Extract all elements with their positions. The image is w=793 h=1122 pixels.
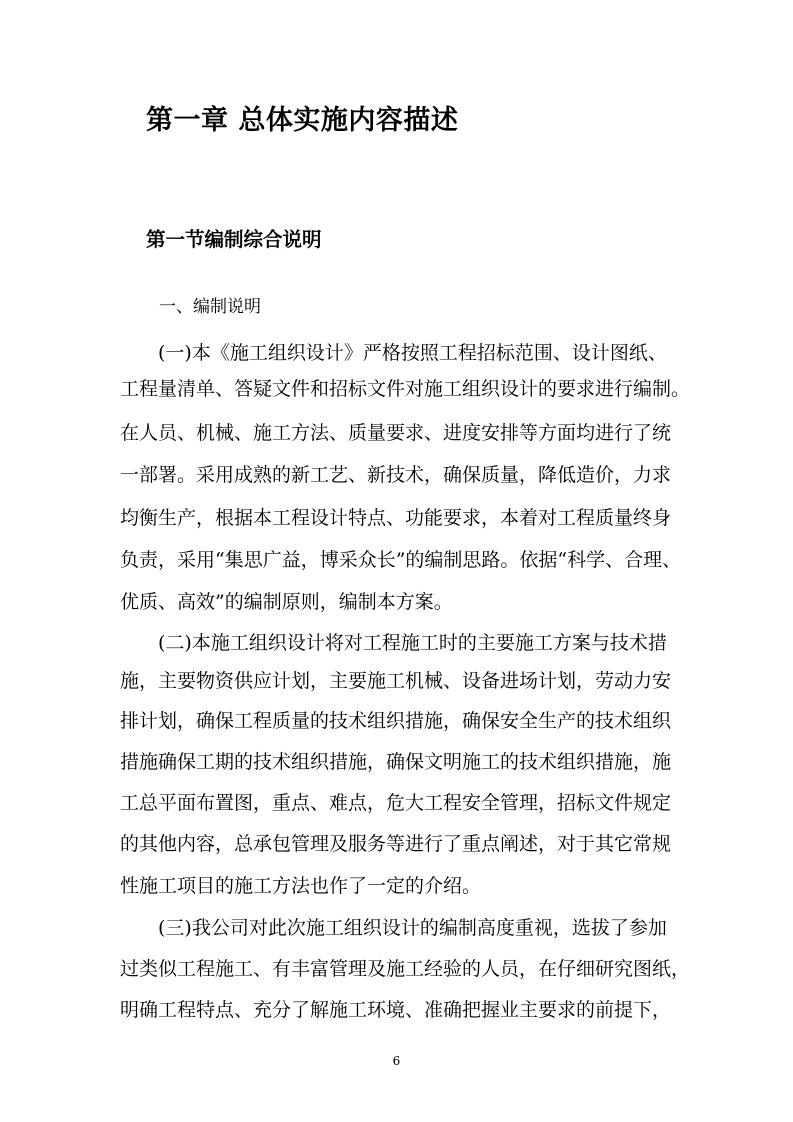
paragraph-line: 工总平面布置图，重点、难点，危大工程安全管理，招标文件规定 bbox=[120, 792, 672, 814]
paragraph-line: (三)我公司对此次施工组织设计的编制高度重视，选拔了参加 bbox=[158, 917, 667, 939]
paragraph-line: 工程量清单、答疑文件和招标文件对施工组织设计的要求进行编制。 bbox=[120, 378, 691, 400]
paragraph-line: 过类似工程施工、有丰富管理及施工经验的人员，在仔细研究图纸， bbox=[120, 958, 691, 980]
paragraph-line: 一部署。采用成熟的新工艺、新技术，确保质量，降低造价，力求 bbox=[120, 464, 672, 486]
page-number: 6 bbox=[392, 1054, 401, 1068]
paragraph-line: 施，主要物资供应计划，主要施工机械、设备进场计划，劳动力安 bbox=[120, 670, 672, 692]
section-title: 第一节编制综合说明 bbox=[146, 228, 322, 251]
paragraph-line: 措施确保工期的技术组织措施，确保文明施工的技术组织措施，施 bbox=[120, 751, 672, 773]
subsection-heading: 一、编制说明 bbox=[159, 297, 261, 317]
paragraph-line: 在人员、机械、施工方法、质量要求、进度安排等方面均进行了统 bbox=[120, 422, 672, 444]
paragraph-line: 排计划，确保工程质量的技术组织措施，确保安全生产的技术组织 bbox=[120, 710, 672, 732]
chapter-title: 第一章 总体实施内容描述 bbox=[146, 105, 459, 136]
paragraph-line: (一)本《施工组织设计》严格按照工程招标范围、设计图纸、 bbox=[158, 342, 667, 364]
paragraph-line: 负责，采用“集思广益，博采众长”的编制思路。依据“科学、合理、 bbox=[120, 549, 682, 571]
paragraph-line: 均衡生产，根据本工程设计特点、功能要求，本着对工程质量终身 bbox=[120, 507, 672, 529]
paragraph-line: 的其他内容，总承包管理及服务等进行了重点阐述，对于其它常规 bbox=[120, 833, 672, 855]
paragraph-line: 优质、高效”的编制原则，编制本方案。 bbox=[120, 591, 453, 613]
paragraph-line: (二)本施工组织设计将对工程施工时的主要施工方案与技术措 bbox=[158, 632, 667, 654]
paragraph-line: 明确工程特点、充分了解施工环境、准确把握业主要求的前提下， bbox=[120, 999, 672, 1021]
paragraph-line: 性施工项目的施工方法也作了一定的介绍。 bbox=[120, 875, 482, 897]
